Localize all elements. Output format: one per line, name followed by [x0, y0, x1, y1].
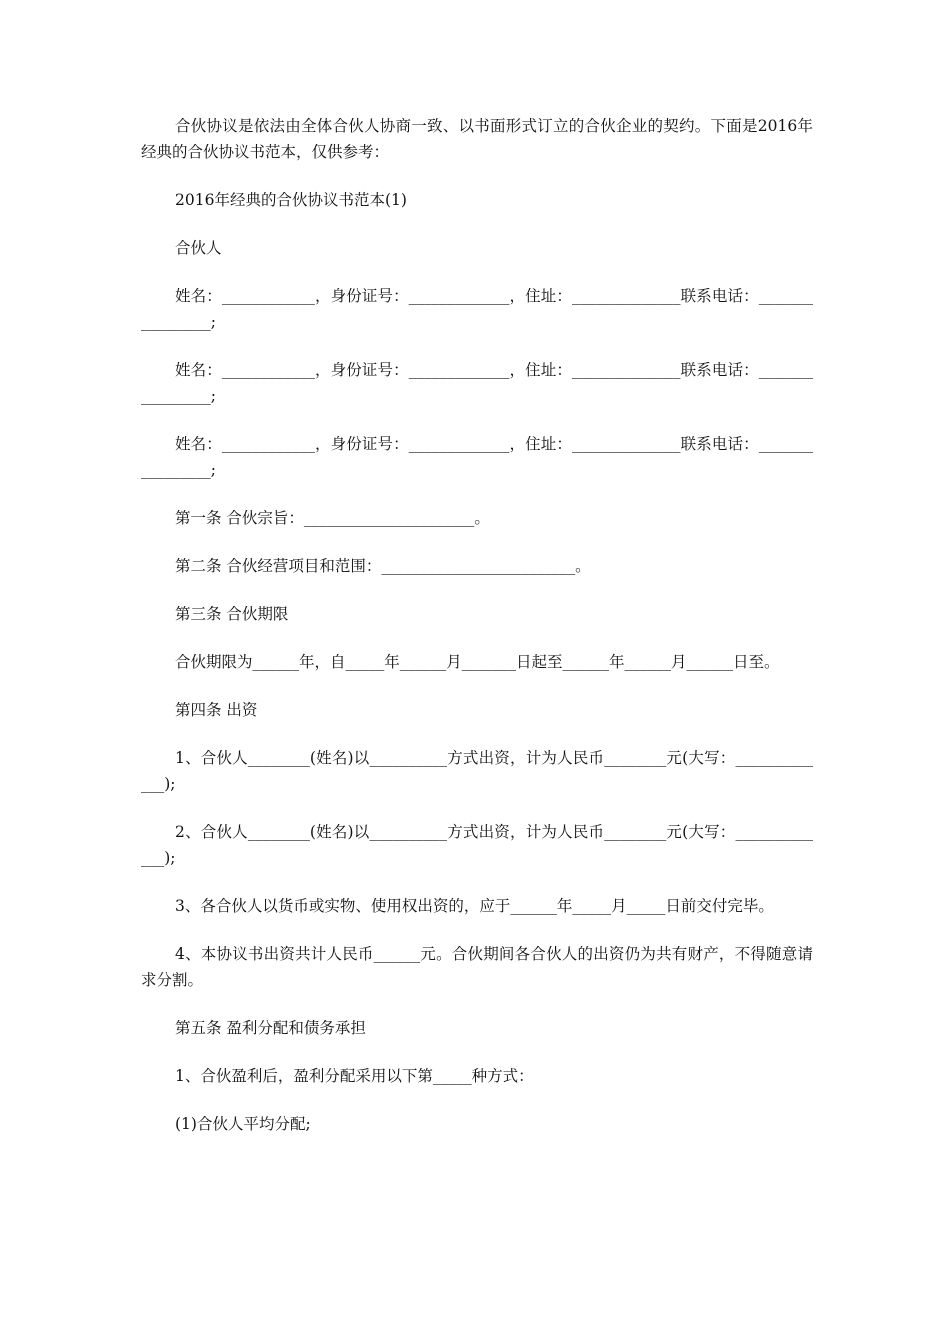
article-3-heading: 第三条 合伙期限	[175, 605, 289, 623]
term-paragraph: 合伙期限为______年，自_____年______月_______日起至______年______月______日至。	[175, 653, 780, 671]
intro-paragraph: 合伙协议是依法由全体合伙人协商一致、以书面形式订立的合伙企业的契约。下面是2016年经典的合伙协议书范本，仅供参考：	[141, 117, 813, 161]
article-5-heading: 第五条 盈利分配和债务承担	[175, 1019, 366, 1037]
template-title: 2016年经典的合伙协议书范本(1)	[175, 191, 407, 209]
article-2-scope: 第二条 合伙经营项目和范围：_________________________。	[175, 557, 591, 575]
partner-info-line: 姓名：____________，身份证号：_____________，住址：______________联系电话：________________;	[141, 361, 813, 405]
contribution-item-2: 2、合伙人________(姓名)以__________方式出资，计为人民币________元(大写：_____________);	[141, 823, 813, 867]
contribution-item-4: 4、本协议书出资共计人民币______元。合伙期间各合伙人的出资仍为共有财产，不得随意请求分割。	[141, 945, 813, 989]
partner-info-line: 姓名：____________，身份证号：_____________，住址：______________联系电话：________________;	[141, 435, 813, 479]
article-1-purpose: 第一条 合伙宗旨：______________________。	[175, 509, 490, 527]
contribution-item-1: 1、合伙人________(姓名)以__________方式出资，计为人民币________元(大写：_____________);	[141, 749, 813, 793]
document-body	[141, 113, 813, 1159]
partners-heading: 合伙人	[175, 239, 222, 257]
contribution-item-3: 3、各合伙人以货币或实物、使用权出资的，应于______年_____月_____日前交付完毕。	[175, 897, 774, 915]
article-4-heading: 第四条 出资	[175, 701, 258, 719]
profit-option-1: (1)合伙人平均分配;	[175, 1115, 311, 1133]
profit-item-1: 1、合伙盈利后，盈利分配采用以下第_____种方式：	[175, 1067, 534, 1085]
partner-info-line: 姓名：____________，身份证号：_____________，住址：______________联系电话：________________;	[141, 287, 813, 331]
